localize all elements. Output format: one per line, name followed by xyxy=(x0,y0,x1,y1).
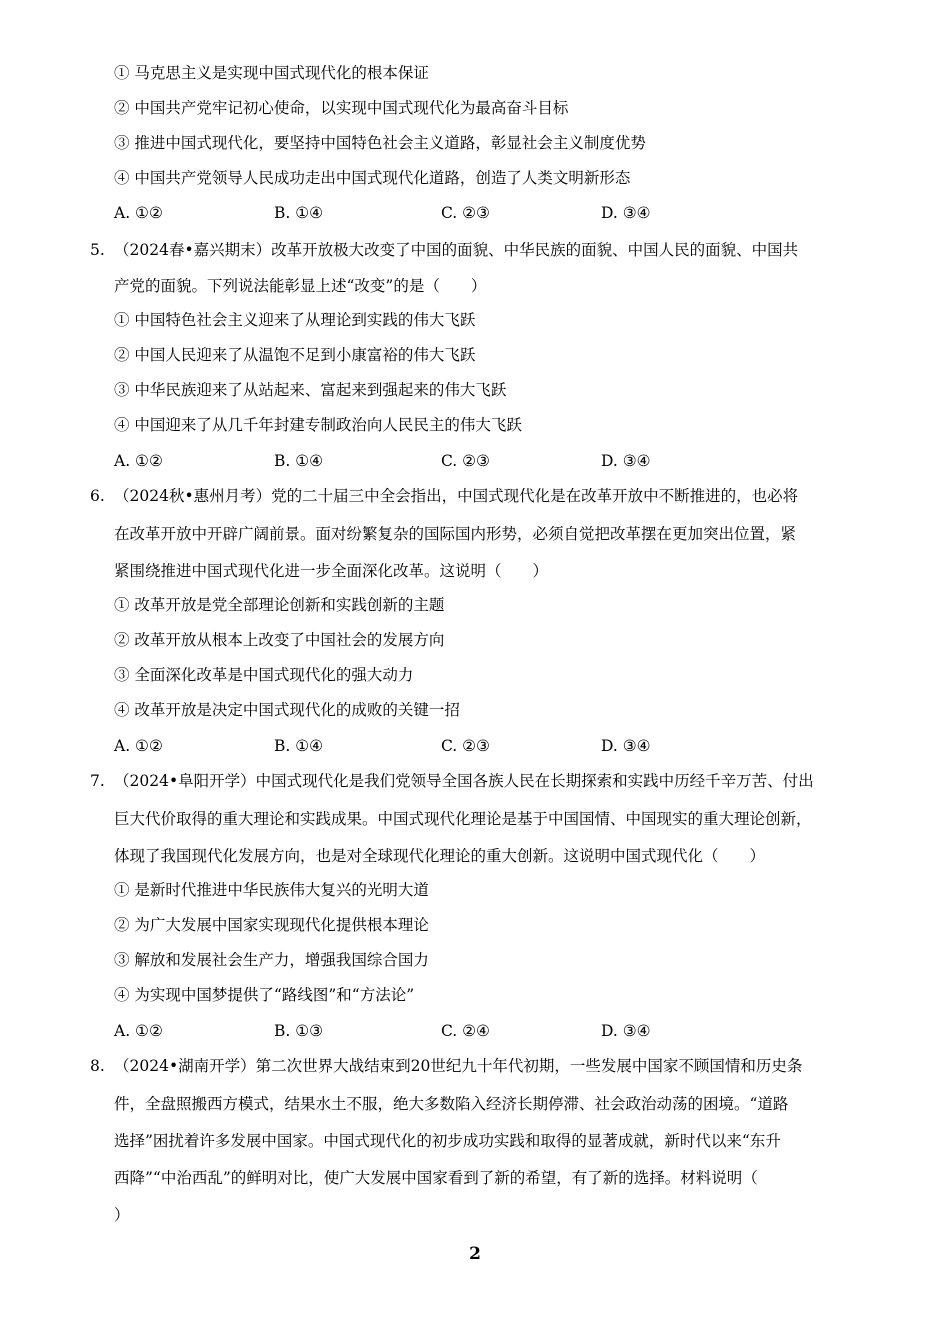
q4-choice-a[interactable]: A. ①② xyxy=(114,204,163,222)
q5-option-4: ④ 中国迎来了从几千年封建专制政治向人民民主的伟大飞跃 xyxy=(114,416,522,434)
q5-choice-d[interactable]: D. ③④ xyxy=(601,452,651,470)
q6-stem-line-2: 在改革开放中开辟广阔前景。面对纷繁复杂的国际国内形势，必须自觉把改革摆在更加突出位置，紧 xyxy=(114,525,797,543)
q7-stem-line-2: 巨大代价取得的重大理论和实践成果。中国式现代化理论是基于中国国情、中国现实的重大理论创新， xyxy=(114,810,812,828)
q8-stem-line-1: （2024•湖南开学）第二次世界大战结束到20世纪九十年代初期，一些发展中国家不顾国情和历史条 xyxy=(114,1057,803,1075)
q6-stem-line-3: 紧围绕推进中国式现代化进一步全面深化改革。这说明（ ） xyxy=(114,562,549,580)
q5-stem-line-2: 产党的面貌。下列说法能彰显上述“改变”的是（ ） xyxy=(114,277,487,295)
q8-stem-line-4: 西降”“中治西乱”的鲜明对比，使广大发展中国家看到了新的希望，有了新的选择。材料说明（ xyxy=(114,1169,758,1187)
q4-choices xyxy=(114,203,814,223)
q7-choice-a[interactable]: A. ①② xyxy=(114,1022,163,1040)
q4-option-3: ③ 推进中国式现代化，要坚持中国特色社会主义道路，彰显社会主义制度优势 xyxy=(114,134,646,152)
q8-number: 8. xyxy=(90,1057,105,1075)
q6-stem-line-1: （2024秋•惠州月考）党的二十届三中全会指出，中国式现代化是在改革开放中不断推进的，也必将 xyxy=(114,487,799,505)
q6-option-2: ② 改革开放从根本上改变了中国社会的发展方向 xyxy=(114,631,445,649)
q8-stem-line-2: 件，全盘照搬西方模式，结果水土不服，绝大多数陷入经济长期停滞、社会政治动荡的困境。“道路 xyxy=(114,1095,789,1113)
q7-choice-b[interactable]: B. ①③ xyxy=(274,1022,324,1040)
q5-option-2: ② 中国人民迎来了从温饱不足到小康富裕的伟大飞跃 xyxy=(114,346,476,364)
q7-stem-line-1: （2024•阜阳开学）中国式现代化是我们党领导全国各族人民在长期探索和实践中历经千辛万苦、付出 xyxy=(114,772,814,790)
q7-option-1: ① 是新时代推进中华民族伟大复兴的光明大道 xyxy=(114,881,429,899)
q6-option-4: ④ 改革开放是决定中国式现代化的成败的关键一招 xyxy=(114,701,460,719)
q6-choice-d[interactable]: D. ③④ xyxy=(601,737,651,755)
q5-choice-c[interactable]: C. ②③ xyxy=(441,452,490,470)
q7-number: 7. xyxy=(90,772,105,790)
q4-choice-b[interactable]: B. ①④ xyxy=(274,204,324,222)
q5-option-1: ① 中国特色社会主义迎来了从理论到实践的伟大飞跃 xyxy=(114,311,476,329)
q4-option-4: ④ 中国共产党领导人民成功走出中国式现代化道路，创造了人类文明新形态 xyxy=(114,169,631,187)
q4-choice-d[interactable]: D. ③④ xyxy=(601,204,651,222)
q4-option-1: ① 马克思主义是实现中国式现代化的根本保证 xyxy=(114,64,429,82)
q7-choices xyxy=(114,1021,814,1041)
q5-choices xyxy=(114,451,814,471)
q6-choice-c[interactable]: C. ②③ xyxy=(441,737,490,755)
q6-option-1: ① 改革开放是党全部理论创新和实践创新的主题 xyxy=(114,596,445,614)
q4-choice-c[interactable]: C. ②③ xyxy=(441,204,490,222)
q5-choice-b[interactable]: B. ①④ xyxy=(274,452,324,470)
q5-number: 5. xyxy=(90,241,105,259)
q6-choice-b[interactable]: B. ①④ xyxy=(274,737,324,755)
q7-option-4: ④ 为实现中国梦提供了“路线图”和“方法论” xyxy=(114,986,415,1004)
q5-stem-line-1: （2024春•嘉兴期末）改革开放极大改变了中国的面貌、中华民族的面貌、中国人民的面貌、中国共 xyxy=(114,241,799,259)
q5-option-3: ③ 中华民族迎来了从站起来、富起来到强起来的伟大飞跃 xyxy=(114,381,507,399)
q6-number: 6. xyxy=(90,487,105,505)
q8-stem-line-5: ） xyxy=(114,1206,130,1224)
q7-option-3: ③ 解放和发展社会生产力，增强我国综合国力 xyxy=(114,951,429,969)
page-number: 2 xyxy=(469,1244,481,1264)
q8-stem-line-3: 选择”困扰着许多发展中国家。中国式现代化的初步成功实践和取得的显著成就，新时代以来“东升 xyxy=(114,1132,781,1150)
q6-option-3: ③ 全面深化改革是中国式现代化的强大动力 xyxy=(114,666,414,684)
q6-choices xyxy=(114,736,814,756)
q7-choice-d[interactable]: D. ③④ xyxy=(601,1022,651,1040)
q4-option-2: ② 中国共产党牢记初心使命，以实现中国式现代化为最高奋斗目标 xyxy=(114,99,569,117)
q7-choice-c[interactable]: C. ②④ xyxy=(441,1022,490,1040)
q6-choice-a[interactable]: A. ①② xyxy=(114,737,163,755)
q7-stem-line-3: 体现了我国现代化发展方向，也是对全球现代化理论的重大创新。这说明中国式现代化（ ） xyxy=(114,847,766,865)
q7-option-2: ② 为广大发展中国家实现现代化提供根本理论 xyxy=(114,916,429,934)
q5-choice-a[interactable]: A. ①② xyxy=(114,452,163,470)
